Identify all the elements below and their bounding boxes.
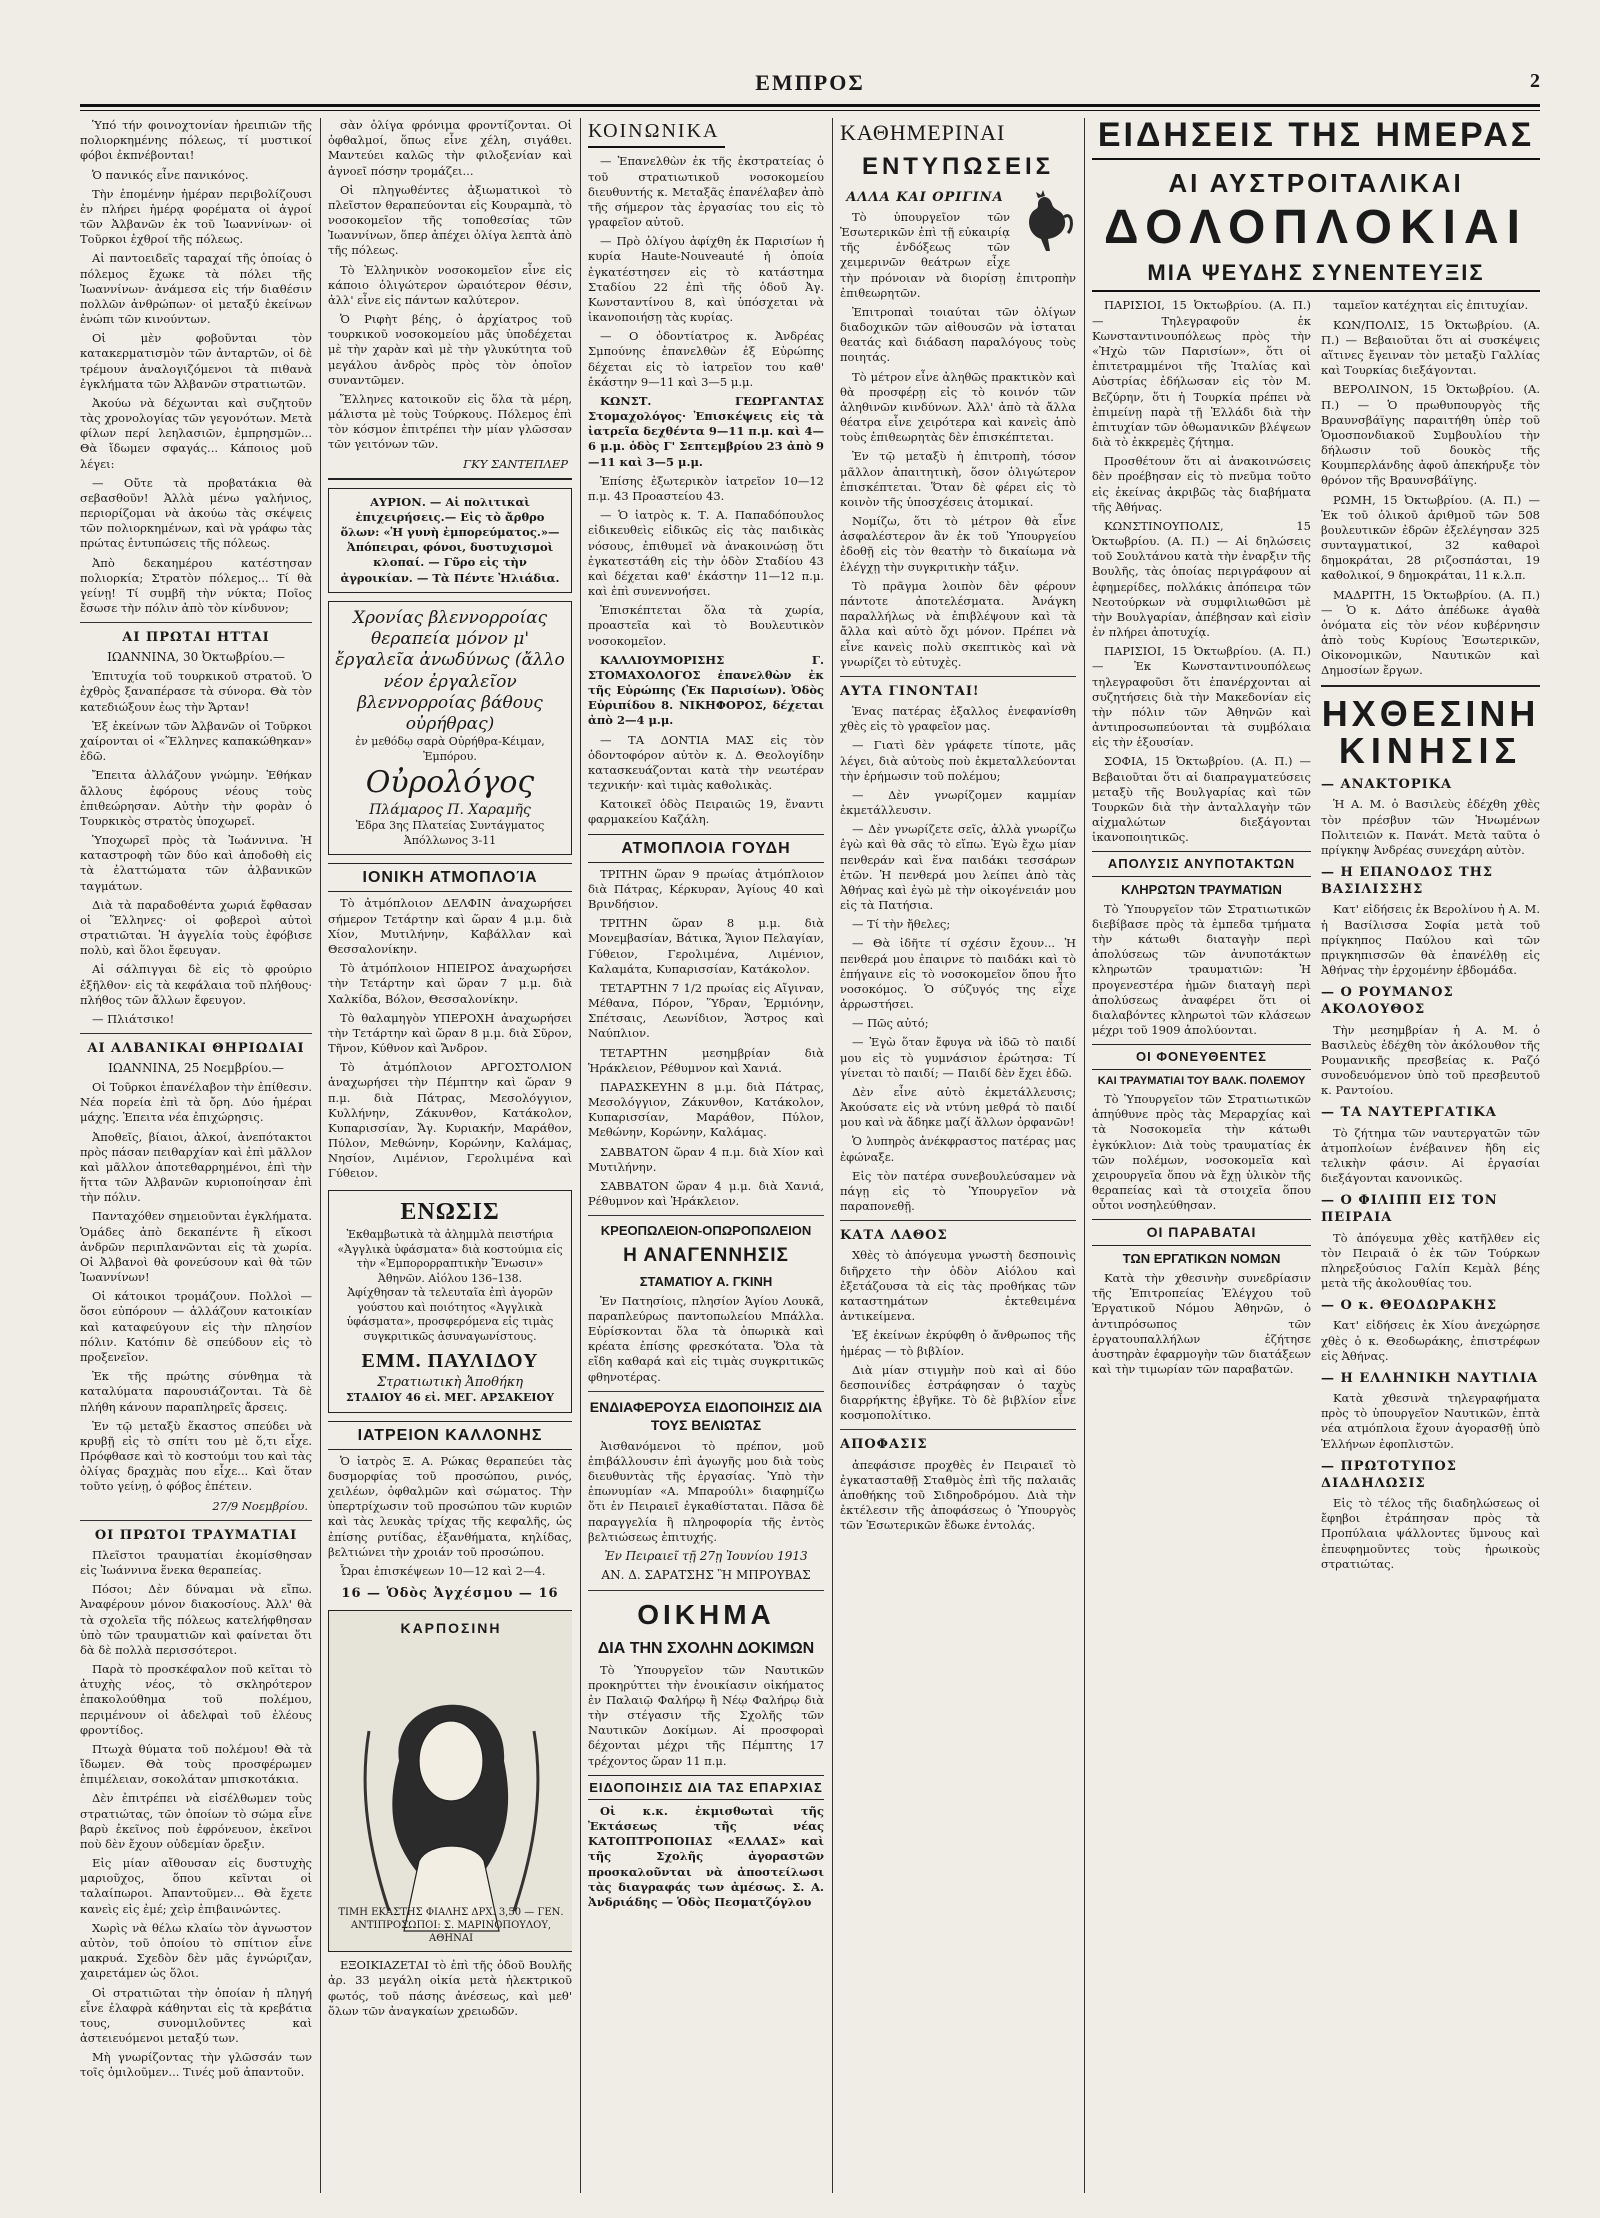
telegram: ΡΩΜΗ, 15 Ὀκτωβρίου. (Α. Π.) — Ἐκ τοῦ ὁλικοῦ ἀριθμοῦ τῶν 508 βουλευτικῶν ἐδρῶν ἐξελέγησαν 325 συνταγματικοί, 32 καθαροὶ δημοκράται, 28 ριζοσπάσται, 19 καθολικοί, 9 δημοκράται, 11 κ.λ.π. xyxy=(1321,492,1540,583)
butcher-owner: ΣΤΑΜΑΤΙΟΥ Α. ΓΚΙΝΗ xyxy=(639,1273,773,1289)
paragraph: Ἐπιτυχία τοῦ τουρκικοῦ στρατοῦ. Ὁ ἐχθρὸς ξαναπέρασε τὰ σύνορα. Θὰ τὸν κατεδιώξουν ἐως τὴν Ἄρταν! xyxy=(80,669,312,714)
portrait-brand: ΚΑΡΠΟΣΙΝΗ xyxy=(400,1620,502,1637)
advertisement-portrait xyxy=(328,1610,572,1952)
violators-text: Κατὰ τὴν χθεσινὴν συνεδρίασιν τῆς Ἐπιτροπείας Ἐλέγχου τοῦ Ἐργατικοῦ Νόμου Ἀθηνῶν, ὁ ἀντιπρόσωπος τῶν ἐργατουπαλλήλων ἐζήτησε ἀυστηρὰν ἐφαρμογὴν τῶν διατάξεων καὶ τὴν τιμωρίαν τῶν παραβατῶν. xyxy=(1092,1271,1311,1377)
pavlidou-subtitle: Στρατιωτικὴ Ἀποθήκη xyxy=(376,1374,524,1390)
shipping-notice: Τὸ ἀτμόπλοιον ΑΡΓΟΣΤΟΛΙΟΝ ἀναχωρήσει τὴν Πέμπτην καὶ ὥραν 9 π.μ. διὰ Πάτρας, Μεσολόγγιον, Κυλλήνην, Ζάκυνθον, Κατάκολον, Κυπαρισσίαν, Ἄγ. Κυριακήν, Μαράθον, Πύλον, Μεθώνην, Κορώνην, Καλάμας, Νησίον, Λιμένιον, Γερολιμένα καὶ Γύθειον. xyxy=(328,1060,572,1181)
paper-name: ΕΜΠΡΟΣ xyxy=(755,70,865,95)
paragraph: Παρὰ τὸ προσκέφαλον ποῦ κεῖται τὸ ἀτυχὴς νέος, τὸ σκληρότερον ἐπακολούθημα τοῦ πολέμου, περιμένουν οἱ ἀδελφαὶ τοῦ ἐλέους φροντίδος. xyxy=(80,1662,312,1737)
item-heading: — ΤΑ ΝΑΥΤΕΡΓΑΤΙΚΑ xyxy=(1321,1105,1497,1121)
section-heading: ΚΑΤΑ ΛΑΘΟΣ xyxy=(840,1228,948,1244)
enosis-ad-title: ΕΝΩΣΙΣ xyxy=(400,1198,500,1225)
paragraph: — ΤΑ ΔΟΝΤΙΑ ΜΑΣ εἰς τὸν ὀδοντοφόρον αὐτὸν κ. Δ. Θεολογίδην κατασκευάζονται κατὰ τὴν νεωτέραν τεχνικήν· καὶ τιμὰς καθολικὰς. xyxy=(588,732,824,793)
news-item: Κατ' εἰδήσεις ἐκ Βερολίνου ἡ Α. Μ. ἡ Βασίλισσα Σοφία μετὰ τοῦ πρίγκηπος Παύλου καὶ τῶν πριγκηπισσῶν θὰ ἐπανέλθῃ εἰς Ἀθήνας τὴν ἐρχομένην ἑβδομάδα. xyxy=(1321,902,1540,978)
tomorrow-text: ΑΥΡΙΟΝ. — Αἱ πολιτικαὶ ἐπιχειρήσεις.— Εἰς τὸ ἄρθρο ὅλων: «Ἡ γυνὴ ἐμπορεύματος.»— Ἀπόπειραι, φόνοι, δυστυχισμοὶ κλοπαί. — Γῦρο εἰς τὴν ἀγροικίαν. — Τὰ Πέντε Ἠλιάδια. xyxy=(340,494,560,585)
paragraph: Ὑποχωρεῖ πρὸς τὰ Ἰωάννινα. Ἡ καταστροφὴ τῶν δύο καὶ ἀποδοθὴ εἰς τὰ ἐλαττώματα τῶν ἀλβανικῶν ταγμάτων. xyxy=(80,833,312,893)
paragraph: Τὸ μέτρον εἶνε ἀληθῶς πρακτικὸν καὶ θὰ προσφέρῃ εἰς τὸ κοινόν τῶν ἀληθινῶν κινδύνων. Ἀλλ' ἀπὸ τὰ ἄλλα θέατρα εἶνε χειρότερα καὶ κανεὶς ἀπὸ τοὺς ἐπιθεωρητὰς δὲν ἐπισκέπτεται. xyxy=(840,369,1076,445)
building-subheading: ΔΙΑ ΤΗΝ ΣΧΟΛΗΝ ΔΟΚΙΜΩΝ xyxy=(597,1639,815,1657)
daily-impressions-heading: ΚΑΘΗΜΕΡΙΝΑΙ xyxy=(840,120,1006,145)
shipping-notice: ΠΑΡΑΣΚΕΥΗΝ 8 μ.μ. διὰ Πάτρας, Μεσολόγγιον, Ζάκυνθον, Κατάκολον, Κυπαρισσίαν, Μαράθον, Πύλον, Μεθώνην, Κορώνην, Καλάμας. xyxy=(588,1079,824,1140)
paragraph: Εἰς τὸν πατέρα συνεβουλεύσαμεν νὰ πάγῃ εἰς τὸ Ὑπουργεῖον νὰ παραπονεθῇ. xyxy=(840,1168,1076,1214)
enosis-ad xyxy=(328,1190,572,1413)
butcher-name: Η ΑΝΑΓΕΝΝΗΣΙΣ xyxy=(623,1245,789,1267)
paragraph: Ὁ λυπηρὸς ἀνέκφραστος πατέρας μας ἐφώναξε. xyxy=(840,1134,1076,1164)
rooster-icon xyxy=(1016,189,1076,259)
column-2 xyxy=(328,118,572,2193)
dismissal-heading: ΑΠΟΛΥΣΙΣ ΑΝΥΠΟΤΑΚΤΩΝ xyxy=(1092,851,1311,876)
news-item: Τὸ ἀπόγευμα χθὲς κατῆλθεν εἰς τὸν Πειραιᾶ ὁ ἐκ τῶν Τούρκων πληρεξούσιος Γαλίπ Κεμὰλ βέης μετὰ τῆς ἀκολουθίας του. xyxy=(1321,1230,1540,1291)
section-divider xyxy=(80,1033,312,1034)
urology-ad-address: Ἐδρα 3ης Πλατείας Συντάγματος Ἀπόλλωνος 3-11 xyxy=(355,819,545,847)
telegram: Προσθέτουν ὅτι αἱ ἀνακοινώσεις δὲν προέβησαν εἰς τὸ πνεῦμα τοῦτο εἰς ἐκείνας ἀκριβῶς τὰς διαβήματα τῆς Ἀθήνας. xyxy=(1092,454,1311,514)
paragraph: Ἕλληνες κατοικοῦν εἰς ὅλα τὰ μέρη, μάλιστα μὲ τοὺς Τούρκους. Πόλεμος ἐπὶ τὸν κόσμον ἐπιτρέπει τὴν μίαν γλῶσσαν τῶν γειτόνων τῶν. xyxy=(328,391,572,452)
masthead-rule xyxy=(80,104,1540,111)
item-heading: — ΑΝΑΚΤΟΡΙΚΑ xyxy=(1321,777,1453,793)
item-heading: — Ο ΡΟΥΜΑΝΟΣ ΑΚΟΛΟΥΘΟΣ xyxy=(1321,985,1454,1018)
butcher-text: Ἐν Πατησίοις, πλησίον Ἁγίου Λουκᾶ, παραπλεύρως παντοπωλείου Μπάλλα. Εὑρίσκονται ὅλα τὰ ὀπωρικὰ καὶ κρέατα ἐπίσης φρεσκότατα. Ὅλα τὰ εἴδη καθαρά καὶ εἰς τιμὰς συγκριτικῶς φθηνοτέρας. xyxy=(588,1293,824,1384)
news-item: Τὴν μεσημβρίαν ἡ Α. Μ. ὁ Βασιλεὺς ἐδέχθη τὸν ἀκόλουθον τῆς Ρουμανικῆς πρεσβείας κ. Ραζό συνοδευόμενον ὑπὸ τοῦ πρεσβευτοῦ κ. Ραντοίου. xyxy=(1321,1022,1540,1098)
paragraph: Ἐπίσης ἐξωτερικὸν ἰατρεῖον 10—12 π.μ. 43 Προαστείου 43. xyxy=(588,473,824,503)
section-divider xyxy=(588,1391,824,1392)
shipping-notice: ΤΡΙΤΗΝ ὥραν 8 μ.μ. διὰ Μονεμβασίαν, Βάτικα, Ἅγιον Πελαγίαν, Γύθειον, Γερολιμένα, Λιμένιον, Καλαμάτα, Κυπαρισσίαν, Κατάκολον. xyxy=(588,916,824,976)
beauty-clinic-heading: ΙΑΤΡΕΙΟΝ ΚΑΛΛΟΝΗΣ xyxy=(328,1421,572,1450)
paragraph: Ὁ Ριφὴτ βέης, ὁ ἀρχίατρος τοῦ τουρκικοῦ νοσοκομείου μᾶς ὑποδέχεται μὲ τὴν χαρὰν καὶ μὲ τὴν γλυκύτητα τοῦ μεγάλου ἀνδρὸς πρὸς τὸν ὁποῖον συναντῶμεν. xyxy=(328,312,572,387)
section-divider xyxy=(80,1520,312,1521)
section-divider xyxy=(840,1429,1076,1430)
dateline-signature: 27/9 Νοεμβρίου. xyxy=(212,1498,308,1513)
paragraph: Ἐξ ἐκείνων ἐκρύφθη ὁ ἄνθρωπος τῆς ἡμέρας — τὸ βιβλίον. xyxy=(840,1328,1076,1358)
paragraph: — Πρὸ ὀλίγου ἀφίχθη ἐκ Παρισίων ἡ κυρία Haute-Nouveauté ἡ ὁποία ἐγκατέστησεν εἰς τὸ κατάστημα Σταδίου 22 ἐπὶ τῆς ὁδοῦ Ἀγ. Κωνσταντίνου 8, καὶ ὑπόσχεται νὰ ἰκανοποιήσῃ τὰς κυρίας. xyxy=(588,234,824,325)
author-signature: ΓΚΥ ΣΑΝΤΕΠΛΕΡ xyxy=(463,456,568,471)
paragraph: Τὸ πρᾶγμα λοιπὸν δὲν φέρουν πάντοτε ἀποτελέσματα. Ἀνάγκη παραλλήλως νὰ ἐπιβλέψουν καὶ τὰ ἄλλα καὶ αὐτὸ ὄχι μόνον. Πρέπει νὰ εἶνε κανεὶς πολὺ σκεπτικὸς καὶ νὰ γνωρίζει τὸ εὐτυχὲς. xyxy=(840,578,1076,669)
yesterday-banner: ΗΧΘΕΣΙΝΗ xyxy=(1321,692,1540,734)
paragraph: Νομίζω, ὅτι τὸ μέτρον θὰ εἶνε ἀσφαλέστερον ἂν ἐκ τοῦ Ὑπουργείου ἐδοθῇ εἰς τὸν θεατὴν τὸ δικαίωμα νὰ ἐλέγχῃ τὴν συγκριτικὴν τάξιν. xyxy=(840,514,1076,574)
enosis-ad-text: Ἀφίχθησαν τὰ τελευταῖα ἐπὶ ἀγορῶν γούστου καὶ ποιότητος «Ἀγγλικὰ ὑφάσματα», προσφερόμενα εἰς τιμὰς συγκριτικῶς ἀσυναγωνίστους. xyxy=(346,1286,554,1343)
shipping-notice: Τὸ ἀτμόπλοιον ΔΕΛΦΙΝ ἀναχωρήσει σήμερον Τετάρτην καὶ ὥραν 4 μ.μ. διὰ Χίον, Μυτιλήνην, Καβάλλαν καὶ Θεσσαλονίκην. xyxy=(328,896,572,956)
casualties-subheading: ΚΑΙ ΤΡΑΥΜΑΤΙΑΙ ΤΟΥ ΒΑΛΚ. ΠΟΛΕΜΟΥ xyxy=(1097,1074,1306,1087)
column-rule xyxy=(832,118,833,2193)
paragraph: Ἐν τῷ μεταξὺ ἕκαστος σπεύδει νὰ κρυβῇ εἰς τὸ σπίτι του μὲ ὅ,τι εἶχε. Πρόφθασε καὶ τὸ κοστούμι του καὶ τὰς ὀλίγας δραχμὰς που εἶχε... Καὶ ὅταν τοῦτο γείνῃ, ὁ φόβος ἐπέτειν. xyxy=(80,1418,312,1494)
casualties-text: Τὸ Ὑπουργεῖον τῶν Στρατιωτικῶν ἀπηύθυνε πρὸς τὰς Μεραρχίας καὶ τὰ Νοσοκομεῖα τὴν κάτωθι ἐγκύκλιον: Διὰ τοὺς τραυματίας ἐκ τῶν πολέμων, νοσοκομεῖα καὶ χειρουργεῖα ὅπου νὰ ἔχῃ ὑλικὸν τῆς θεραπείας καὶ τὰ στοιχεῖα ὅπου οὗτοι νοσηλεύθησαν. xyxy=(1092,1092,1311,1213)
shipping-notice: ΤΕΤΑΡΤΗΝ 7 1/2 πρωίας εἰς Αἴγιναν, Μέθανα, Πόρον, Ὕδραν, Ἑρμιόνην, Σπέτσαις, Λεωνίδιον, Ἄστρος καὶ Ναύπλιον. xyxy=(588,980,824,1041)
paragraph: Πλεῖστοι τραυματίαι ἐκομίσθησαν εἰς Ἰωάννινα ἕνεκα θεραπείας. xyxy=(80,1547,312,1578)
paragraph: — Ἐγὼ ὅταν ἔφυγα νὰ ἰδῶ τὸ παιδί μου εἰς τὸ γυμνάσιον ἐρώτησα: Τί γίνεται τὸ παιδί; — Παιδί δὲν ἔχει ἐδῶ. xyxy=(840,1035,1076,1080)
paragraph: Οἱ μὲν φοβοῦνται τὸν κατακερματισμὸν τῶν ἀνταρτῶν, οἱ δὲ τρέμουν ἀναλογιζόμενοι τὰ πιθανὰ ἐγκλήματα τῶν Ἀλβανῶν στρατιωτῶν. xyxy=(80,331,312,391)
urology-ad-text: Χρονίας βλεννορροίας θεραπεία μόνον μ' ἔργαλεῖα ἀνωδύνως (ἄλλο νέον ἐργαλεῖον βλεννορροίας βάθους οὐρήθρας) xyxy=(335,607,565,735)
paragraph: Ἐν τῷ μεταξὺ ἡ ἐπιτροπὴ, τόσον μᾶλλον ἀπαιτητικὴ, ὅσον ὁλιγώτερον ἐπισκέπτεται. Ὅταν δὲ φέρει εἰς τὸ κοινὸν τῆς ὑποσχέσεις ἀτομικαί. xyxy=(840,449,1076,509)
violators-subheading: ΤΩΝ ΕΡΓΑΤΙΚΩΝ ΝΟΜΩΝ xyxy=(1122,1250,1281,1266)
paragraph: — Ὁ ἰατρὸς κ. Τ. Α. Παπαδόπουλος εἰδικευθεὶς εἰδικῶς εἰς τὰς παιδικὰς νόσους, ἐπιθυμεῖ νὰ ἀνακοινώσῃ ὅτι ἐγκατεστάθη εἰς τὴν ὁδὸν Σταδίου 43 καὶ δέχεται καθ' ἑκάστην 11—12 π.μ. καὶ ἐπὶ συνεννοήσει. xyxy=(588,508,824,599)
item-heading: — Ο ΦΙΛΙΠΠ ΕΙΣ ΤΟΝ ΠΕΙΡΑΙΑ xyxy=(1321,1193,1498,1226)
butcher-heading: ΚΡΕΟΠΩΛΕΙΟΝ-ΟΠΩΡΟΠΩΛΕΙΟΝ xyxy=(600,1223,812,1239)
paragraph: — Δὲν γνωρίζομεν καμμίαν ἐκμετάλλευσιν. xyxy=(840,787,1076,818)
news-item: Τὸ ζήτημα τῶν ναυτεργατῶν τῶν ἀτμοπλοίων ἐνέβαινεν ἤδη εἰς τελικὴν φάσιν. Αἱ ἐργασίαι διεξάγονται κανονικῶς. xyxy=(1321,1125,1540,1186)
telegram: ΒΕΡΟΛΙΝΟΝ, 15 Ὀκτωβρίου. (Α. Π.) — Ὁ πρωθυπουργὸς τῆς Βραυνσβάϊγης παραιτήθη ὑπὲρ τοῦ Ὁμοσπονδιακοῦ Συμβουλίου τὴν δήλωσιν τοῦ δουκὸς τῆς Κουμπερλάνδης ἀφοῦ ἀπεκήρυξε τὸν θρόνον τῆς Βραυνσβάϊγης. xyxy=(1321,382,1540,488)
lead-heading: ΑΛΛΑ ΚΑΙ ΟΡΙΓΙΝΑ xyxy=(846,189,1004,205)
paragraph: Διὰ μίαν στιγμὴν ποὺ καὶ αἱ δύο δεσποινίδες ἐστράφησαν ὁ ταχὺς διαρρήκτης ἐβγῆκε. Τὸ δὲ βιβλίον εἶνε κοσμοπολίτικο. xyxy=(840,1362,1076,1423)
section-heading: ΑΥΤΑ ΓΙΝΟΝΤΑΙ! xyxy=(840,683,980,699)
daily-impressions-subheading: ΕΝΤΥΠΩΣΕΙΣ xyxy=(861,153,1055,181)
goudi-shipping-heading: ΑΤΜΟΠΛΟΙΑ ΓΟΥΔΗ xyxy=(588,834,824,863)
shipping-notice: ΣΑΒΒΑΤΟΝ ὥραν 4 μ.μ. διὰ Χανιά, Ρέθυμνον καὶ Ἡράκλειον. xyxy=(588,1178,824,1209)
paragraph: Μὴ γνωρίζοντας τὴν γλῶσσάν των τοῖς ὁμιλοῦμεν... Τινές μοῦ ἀπαντοῦν. xyxy=(80,2050,312,2080)
paragraph: — Πῶς αὐτό; xyxy=(852,1016,929,1031)
notice-heading: ΕΝΔΙΑΦΕΡΟΥΣΑ ΕΙΔΟΠΟΙΗΣΙΣ ΔΙΑ ΤΟΥΣ ΒΕΛΙΩΤΑΣ xyxy=(589,1398,823,1434)
beauty-clinic-hours: Ὧραι ἐπισκέψεων 10—12 καὶ 2—4. xyxy=(340,1563,546,1578)
paragraph: Πόσοι; Δὲν δύναμαι νὰ εἴπω. Ἀναφέρουν μόνον διακοσίους. Ἀλλ' θὰ τὰ σχολεῖα τῆς πόλεως κατελήφθησαν ὑπὸ τῶν τραυματιῶν καὶ φαίνεται ὅτι δὰ δὲ πολλὰ περισσότεροι. xyxy=(80,1582,312,1657)
column-rule xyxy=(580,118,581,2193)
paragraph: — Πλιάτσικο! xyxy=(92,1011,175,1026)
telegram: ΚΩΝ/ΠΟΛΙΣ, 15 Ὀκτωβρίου. (Α. Π.) — Βεβαιοῦται ὅτι αἱ συσκέψεις αἵτινες ἔγειναν τὸν μεταξὺ Γαλλίας καὶ Τουρκίας διεξάγονται. xyxy=(1321,317,1540,378)
woman-portrait-icon xyxy=(329,1611,572,1951)
paragraph: Ἐξ ἐκείνων τῶν Ἀλβανῶν οἱ Τοῦρκοι χαίρονται οἱ «Ἕλληνες καπακώθηκαν» ἐδῶ. xyxy=(80,718,312,764)
news-item: Εἰς τὸ τέλος τῆς διαδηλώσεως οἱ ἔφηβοι ἐτράπησαν πρὸς τὰ Προπύλαια ψάλλοντες ὕμνους καὶ ἐπευφημοῦντες τοὺς ἡρωικοὺς στρατιώτας. xyxy=(1321,1496,1540,1571)
pavlidou-address: ΣΤΑΔΙΟΥ 46 εἰ. ΜΕΓ. ΑΡΣΑΚΕΙΟΥ xyxy=(346,1391,554,1405)
section-divider xyxy=(588,1215,824,1216)
paragraph: Τὸ ὑπουργεῖον τῶν Ἐσωτερικῶν ἐπὶ τῇ εὐκαιρίᾳ τῆς ἐνδόξεως τῶν χειμερινῶν θεάτρων εἶχε τὴν πρόνοιαν νὰ διορίσῃ ἐπιτροπὴν ἐπιθεωρητῶν. xyxy=(840,209,1076,300)
shipping-notice: Τὸ θαλαμηγὸν ΥΠΕΡΟΧΗ ἀναχωρήσει τὴν Τετάρτην καὶ ὥραν 8 μ.μ. διὰ Σῦρον, Τῆνον, Κύθνον καὶ Ἄνδρον. xyxy=(328,1010,572,1056)
notice-text: Ἀισθανόμενοι τὸ πρέπον, μοῦ ἐπιβάλλουσιν ἐπὶ ἀγωγῆς μου διὰ τοὺς διευθυντὰς τῆς ἐργασίας. Ὑπὸ τὴν ἐπωνυμίαν «Α. Μπαρούλι» διαφημίζω ὅτι ἐν Πειραιεῖ ἐγκαθίσταται. Πᾶσα δὲ παραγγελία ἢ πληροφορία τῆς ἐντὸς βελτιώσεως ἐπιτυχής. xyxy=(588,1438,824,1544)
classified-notice: ΕΞΟΙΚΙΑΖΕΤΑΙ τὸ ἐπὶ τῆς ὁδοῦ Βουλῆς ἀρ. 33 μεγάλη οἰκία μετὰ ἠλεκτρικοῦ φωτός, τοῦ πάσης ἀνέσεως, καὶ μεθ' ὅλων τῶν ἀναγκαίων χρειωδῶν. xyxy=(328,1958,572,2018)
paragraph: Δὲν ἐπιτρέπει νὰ εἰσέλθωμεν τοὺς στρατιώτας, τῶν ὁποίων τὸ σώμα εἶνε βαρὺ ἐκεῖνος ποὺ ἐφρόνευον, ἐκεῖνοι ποὺ δὲν ἔχουν οὐδεμίαν ὄρεξιν. xyxy=(80,1791,312,1851)
telegram: ΚΩΝΣΤΙΝΟΥΠΟΛΙΣ, 15 Ὀκτωβρίου. (Α. Π.) — Αἱ δηλώσεις τοῦ Σουλτάνου κατὰ τὴν ἐναρξιν τῆς Βουλῆς, τὰς ὁποίας περιγράφουν αἱ ἐφημερίδες, πολλάκις ἀπόπειρα τῶν Νεοτούρκων νὰ συμφιλιωθῶσι μὲ τὴν Βουλγαρίαν, ἀπέβησαν καὶ εἰσὶν ἐν πλήρει ἀποτυχίᾳ. xyxy=(1092,518,1311,640)
telegram: ΜΑΔΡΙΤΗ, 15 Ὀκτωβρίου. (Α. Π.) — Ὁ κ. Δάτο ἀπέδωκε ἀγαθὰ ὀνόματα εἰς τὸν νέον κυβέρνησιν ἀπὸ τοὺς Κυρίους Ἐσωτερικῶν, Οἰκονομικῶν, Ναυτικῶν καὶ Δημοσίων ἔργων. xyxy=(1321,587,1540,678)
telegram-columns xyxy=(1092,298,1540,1575)
section-divider xyxy=(328,478,572,480)
ionian-shipping-heading: ΙΟΝΙΚΗ ΑΤΜΟΠΛΟΊΑ xyxy=(328,863,572,892)
paragraph: Ἐπιτροπαὶ τοιαύται τῶν ὀλίγων διαδοχικῶν τῶν αἰθουσῶν νὰ ἰσταται θεατάς καὶ διάδαση παραλόγους τοὺς ποιητάς. xyxy=(840,304,1076,365)
notice-signature: ΑΝ. Δ. ΣΑΡΑΤΣΗΣ Ἢ ΜΠΡΟΥΒΑΣ xyxy=(601,1567,811,1582)
page-number: 2 xyxy=(1530,70,1540,92)
movement-banner: ΚΙΝΗΣΙΣ xyxy=(1338,730,1523,772)
paragraph: — Οὔτε τὰ προβατάκια θὰ σεβασθοῦν! Ἀλλὰ μένω γαλήνιος, περιορίζομαι νὰ ἀκούω τὰς σκέψεις τῶν πολιορκημένων, καὶ νὰ γράφω τὰς πρώτας ἐντυπώσεις τῆς πόλεως. xyxy=(80,475,312,551)
paragraph: Οἱ πληγωθέντες ἀξιωματικοὶ τὸ πλεῖστον θεραπεύονται εἰς Κουραμπὰ, τὸ νοσοκομεῖον τῆς τοποθεσίας τῶν Ἰωαννίνων, ὅπερ ἀπέχει ὀλίγα λεπτὰ ἀπὸ τῆς πόλεως. xyxy=(328,182,572,258)
telegram: ΠΑΡΙΣΙΟΙ, 15 Ὀκτωβρίου. (Α. Π.) — Ἐκ Κωνσταντινουπόλεως τηλεγραφοῦσι ὅτι ἐπανέρχονται αἱ συζητήσεις διὰ τὴν Μακεδονίαν εἰς τὴν πόλιν τῶν Ἀθηνῶν καὶ ἀντιπροσωπεύονται τὰ συμβόλαια εἰς τὴν ἐξουσίαν. xyxy=(1092,644,1311,750)
news-of-the-day-banner: ΕΙΔΗΣΕΙΣ ΤΗΣ ΗΜΕΡΑΣ xyxy=(1092,118,1540,160)
urology-ad-title: Οὐρολόγος xyxy=(365,765,535,801)
shipping-notice: ΣΑΒΒΑΤΟΝ ὥραν 4 π.μ. διὰ Χίον καὶ Μυτιλήνην. xyxy=(588,1144,824,1174)
telegram-right xyxy=(1321,298,1540,1575)
telegram-left xyxy=(1092,298,1311,1575)
column-1 xyxy=(80,118,312,2193)
tomorrow-box xyxy=(328,488,572,593)
paragraph: Δὲν εἶνε αὐτὸ ἐκμετάλλευσις; Ἀκούσατε εἰς νὰ ντύνη μεθρά τὸ παιδί μου καὶ νὰ ἄδηκε μαζί ἄλλων ὀρφανῶν! xyxy=(840,1084,1076,1130)
section-heading: ΟΙ ΠΡΩΤΟΙ ΤΡΑΥΜΑΤΙΑΙ xyxy=(94,1527,298,1543)
item-heading: — Ο κ. ΘΕΟΔΩΡΑΚΗΣ xyxy=(1321,1298,1498,1314)
pavlidou-name: ΕΜΜ. ΠΑΥΛΙΔΟΥ xyxy=(361,1350,539,1373)
column-rule xyxy=(1084,118,1085,2193)
paragraph: Αἱ σάλπιγγαι δὲ εἰς τὸ φρούριο ἐξῆλθον· εἰς τὰ κεφάλαια τοῦ πλήθους· πλήθος τῶν ἄλλων ἔφευγον. xyxy=(80,962,312,1007)
paragraph: Ἀκούω νὰ δέχωνται καὶ συζητοῦν τὰς χρονολογίας τῶν γεγονότων. Μετὰ φίλων περί λεηλασιῶν, ἐμπρησμῶν... Θὰ ἴδωμεν σφαγάς... Κάποιος μοῦ λέγει: xyxy=(80,395,312,471)
dateline: ΙΩΑΝΝΙΝΑ, 30 Ὀκτωβρίου.— xyxy=(107,650,285,665)
paragraph: Οἱ Τοῦρκοι ἐπανέλαβον τὴν ἐπίθεσιν. Νέα πορεία ἐπὶ τὰ ὄρη. Δύο ἡμέραι μάχης. Ἐπειτα νέα ἐπιχώρησις. xyxy=(80,1080,312,1125)
section-divider xyxy=(588,1590,824,1591)
paragraph: σὰν ὀλίγα φρόνιμα φροντίζονται. Οἱ ὀφθαλμοί, ὅπως εἶνε χέλη, σιγάθει. Μαντεύει καλῶς τὴν φιλοξενίαν καὶ ἀγνοεῖ πόσην τρομάζει... xyxy=(328,118,572,178)
section-heading: ΑΙ ΑΛΒΑΝΙΚΑΙ ΘΗΡΙΩΔΙΑΙ xyxy=(87,1041,305,1057)
building-text: Τὸ Ὑπουργεῖον τῶν Ναυτικῶν προκηρύττει τὴν ἐνοικίασιν οἰκήματος ἐν Παλαιῷ Φαλήρῳ ἢ Νέῳ Φαλήρῳ διὰ τὴν στέγασιν τῆς Σχολῆς τῶν Ναυτικῶν Δοκίμων. Αἱ προσφοραὶ δέχονται μέχρι τῆς Πέμπτης 17 τρέχοντος ὥραν 11 π.μ. xyxy=(588,1662,824,1768)
paragraph: Οἱ στρατιῶται τὴν ὁποίαν ἡ πληγή εἶνε ἐλαφρὰ κάθηνται εἰς τὰ κρεβάτια τους, συνομιλοῦντες καὶ ἀστειευόμενοι μεταξύ των. xyxy=(80,1985,312,2046)
paragraph: Ἐκ τῆς πρώτης σύνθημα τὰ καταλύματα παρουσιάζονται. Τὰ δὲ πλήθη κάνουν παραπληρεῖς ἄρσεις. xyxy=(80,1369,312,1414)
paragraph: — Τί τὴν ἤθελες; xyxy=(852,917,951,932)
paragraph: Αἱ παντοειδεῖς ταραχαί τῆς ὁποίας ὁ πόλεμος ἔχωκε τὰ πόλει τῆς Ἰωαννίνων· ἀνάμεσα εἰς τήν διαθέσιν πολλῶν ἀνθρώπων· οἱ μεταξύ ἐκείνων ἐνώπι τῶν κινούντων. xyxy=(80,251,312,327)
paragraph: Ἐπισκέπτεται ὅλα τὰ χωρία, προαστεῖα καὶ τὸ Βουλευτικὸν νοσοκομεῖον. xyxy=(588,603,824,648)
false-interview-banner: ΜΙΑ ΨΕΥΔΗΣ ΣΥΝΕΝΤΕΥΞΙΣ xyxy=(1092,261,1540,292)
news-item: Ἡ Α. Μ. ὁ Βασιλεὺς ἐδέχθη χθὲς τὸν πρέσβυν τῶν Ἡνωμένων Πολιτειῶν κ. Πανάτ. Μετὰ ταῦτα ὁ πρίγκηψ Ἀνδρέας συνεχάρη αὐτὸν. xyxy=(1321,797,1540,857)
beauty-clinic-text: Ὁ ἰατρὸς Ξ. Α. Ρώκας θεραπεύει τὰς δυσμορφίας τοῦ προσώπου, ρινός, χειλέων, ὀφθαλμῶν καὶ σώματος. Τὴν ὑπερτρίχωσιν τοῦ προσώπου τῶν κυριῶν καὶ τὰς λευκὰς τρίχας τῆς κεφαλῆς, ὡς ἐπίσης ρυτίδας, ἐξανθήματα, κηλίδας, βελτιώνει τὴν χροιάν τοῦ προσώπου. xyxy=(328,1453,572,1559)
urology-ad-method: ἐν μεθόδῳ σαρὰ Οὐρήθρα-Κέιμαν, Ἐμπόρου. xyxy=(355,735,545,763)
paragraph: Εἰς μίαν αἴθουσαν εἰς δυστυχὴς μαριοῦχος, ὅπου κεῖνται οἱ ταλαίπωροι. Ἀπαντοῦμεν... Θὰ ἔχετε κανεὶς εἰς ἐμέ; χεὶρ ἐπιβαινώντες. xyxy=(80,1856,312,1916)
urology-ad xyxy=(328,601,572,856)
column-5 xyxy=(1092,118,1540,2193)
shipping-notice: Τὸ ἀτμόπλοιον ΗΠΕΙΡΟΣ ἀναχωρήσει τὴν Τετάρτην καὶ ὥραν 7 μ.μ. διὰ Χαλκίδα, Βόλον, Θεσσαλονίκην. xyxy=(328,961,572,1006)
item-heading: — Η ΕΠΑΝΟΔΟΣ ΤΗΣ ΒΑΣΙΛΙΣΣΗΣ xyxy=(1321,865,1494,898)
dismissal-text: Τὸ Ὑπουργεῖον τῶν Στρατιωτικῶν διεβίβασε πρὸς τὰ ἐμπεδα τμήματα τὴν κάτωθι διαταγὴν περὶ ἀπολύσεως τῶν ἀνυποτάκτων κληρωτῶν τραυματιῶν: Ἡ προγενεστέρα ἡμῶν διαταγὴ περὶ ἀπολύσεως ἀναφέρει ὅτι οἱ διαλαβόντες κληρωτοὶ τῶν κλάσεων μέχρι τοῦ 1909 ἀπολύονται. xyxy=(1092,901,1311,1038)
provinces-heading: ΕΙΔΟΠΟΙΗΣΙΣ ΔΙΑ ΤΑΣ ΕΠΑΡΧΙΑΣ xyxy=(588,1775,824,1800)
paragraph: — Ο ὀδοντίατρος κ. Ἀνδρέας Σμπούνης ἐπανελθὼν ἐξ Εὐρώπης δέχεται εἰς τὸ ἰατρεῖον του καθ' ἑκάστην 9—11 καὶ 3—5 μ.μ. xyxy=(588,329,824,389)
paragraph: — Δὲν γνωρίζετε σεῖς, ἀλλὰ γνωρίζω ἐγὼ καὶ θὰ σᾶς τὸ εἴπω. Ἐγὼ ἔχω μίαν πενθεράν καὶ ἕνα παιδάκι τεσσάρων ἐτῶν. Ἡ πενθερά μου λείπει ἀπὸ τὰς Ἀθήνας καὶ ἐγὼ μὲ τὴν οἰκογένειάν μου εἰς τὰ Πατήσια. xyxy=(840,822,1076,913)
building-heading: ΟΙΚΗΜΑ xyxy=(637,1598,775,1630)
item-heading: — Η ΕΛΛΗΝΙΚΗ ΝΑΥΤΙΛΙΑ xyxy=(1321,1370,1539,1386)
telegram: ΠΑΡΙΣΙΟΙ, 15 Ὀκτωβρίου. (Α. Π.) — Τηλεγραφοῦν ἐκ Κωνσταντινουπόλεως πρὸς τὴν «Ἠχὼ τῶν Παρισίων», ὅτι οἱ ἐπιτετραμμένοι τῆς Ἰταλίας καὶ Αὐστρίας ἐδήλωσαν εἰς τὸν Μ. Βεζύρην, ὅτι ἡ Τουρκία πρέπει νὰ ἐπιμείνῃ παρὰ τῇ Ἑλλάδι διὰ τὴν ἐπιτυχίαν τῶν ὀθωμανικῶν βλέψεων διὰ τὸ ἐκκρεμὲς ζήτημα. xyxy=(1092,298,1311,450)
paragraph: Πτωχὰ θύματα τοῦ πολέμου! Θὰ τὰ ἴδωμεν. Θὰ τοὺς προσφέρωμεν ἐπιμέλειαν, σοκολάταν μπισκοτάκια. xyxy=(80,1741,312,1787)
section-divider xyxy=(840,676,1076,677)
paragraph: Ἀπὸ δεκαημέρου κατέστησαν πολιορκία; Στρατὸν πόλεμος... Τί θὰ γείνῃ! Τί συμβῆ τὴν νύκτα; Ποῖος ἔσωσε τὴν πόλιν ἀπὸ τὸν κίνδυνον; xyxy=(80,555,312,616)
paragraph: — Γιατὶ δὲν γράφετε τίποτε, μᾶς λέγει, διὰ αὐτοὺς ποὺ ἐκμεταλλεύονται τὴν ἐρήμωσιν τοῦ πολέμου; xyxy=(840,738,1076,783)
paragraph: Ὁ πανικός εἶνε πανικόνος. xyxy=(92,167,249,182)
paragraph: Ἀποθεῖς, βίαιοι, ἀλκοί, ἀνεπότακτοι πρὸς πάσαν πειθαρχίαν καὶ ἐπὶ μᾶλλον καὶ μᾶλλον ἀποτεθαρρημένοι, ἐπὶ τὴν ἥττα τῶν Ἀλβανῶν κυριοποίησαν ἐπὶ τὴν πόλιν. xyxy=(80,1129,312,1205)
paragraph: Ὑπό τήν φοινοχτονίαν ἡρειπιῶν τῆς πολιορκημένης πόλεως, τί μυστικοί φόβοι ἐκπνέβονται! xyxy=(80,118,312,163)
section-heading: ΑΙ ΠΡΩΤΑΙ ΗΤΤΑΙ xyxy=(122,630,270,646)
paragraph: Ἐνας πατέρας ἐξαλλος ἐνεφανίσθη χθὲς εἰς τὸ γραφεῖον μας. xyxy=(840,704,1076,734)
paragraph: Χθὲς τὸ ἀπόγευμα γνωστὴ δεσποινὶς διῆρχετο τὴν ὁδὸν Αἰόλου καὶ ἐξετάζουσα τὰ εἰς τὰς προθήκας τῶν καταστημάτων ἐκτεθειμένα ἀντικείμενα. xyxy=(840,1248,1076,1324)
portrait-footer: ΤΙΜΗ ΕΚΑΣΤΗΣ ΦΙΑΛΗΣ ΔΡΧ. 3,50 — ΓΕΝ. ΑΝΤΙΠΡΟΣΩΠΟΙ: Σ. ΜΑΡΙΝΟΠΟΥΛΟΥ, ΑΘΗΝΑΙ xyxy=(338,1907,564,1945)
social-section-heading: ΚΟΙΝΩΝΙΚΑ xyxy=(588,118,725,148)
telegram: ΣΟΦΙΑ, 15 Ὀκτωβρίου. (Α. Π.) — Βεβαιοῦται ὅτι αἱ διαπραγματεύσεις μεταξὺ τῆς Βουλγαρίας καὶ τῶν Τουρκῶν διὰ τὴν ἀνταλλαγὴν τῶν αἰχμαλώτων διεξάγονται ἰκανοποιητικῶς. xyxy=(1092,754,1311,845)
enosis-ad-text: Ἐκθαμβωτικὰ τὰ ἀλημμλὰ πειστήρια «Ἀγγλικὰ ὑφάσματα» διὰ κοστούμια εἰς τὴν «Ἐμπορορραπτικὴν Ἔνωσιν» Ἀθηνῶν. Αἰόλου 136–138. xyxy=(337,1228,563,1285)
masthead xyxy=(80,70,1540,104)
paragraph: Τὸ Ἑλληνικὸν νοσοκομεῖον εἶνε εἰς κάποιο ὀλιγώτερον ὡραιότερον θέσιν, ἀλλ' εἶνε εἰς πάντων καλύτερον. xyxy=(328,262,572,307)
paragraph: Τὴν ἐπομένην ἡμέραν περιβολίζουσι ἐν πλήρει ἡμέρᾳ φορέματα οἱ ἀγροί τῶν Ἀλβανῶν ἐκ τοῦ Ἰωαννίνων· οἱ Τοῦρκοι ἐχθροί τῆς πόλεως. xyxy=(80,186,312,247)
paragraph: Ἔπειτα ἀλλάζουν γνώμην. Ἐθήκαν ἄλλους ἐφόρους νέους τοὺς ἐπιθεώρησαν. Αὐτὴν τὴν φορὰν ὁ Τουρκικὸς στρατὸς ὑποχωρεῖ. xyxy=(80,768,312,828)
column-3 xyxy=(588,118,824,2193)
item-heading: — ΠΡΩΤΟΤΥΠΟΣ ΔΙΑΔΗΛΩΣΙΣ xyxy=(1321,1458,1457,1491)
section-divider xyxy=(1321,685,1540,687)
shipping-notice: ΤΡΙΤΗΝ ὥραν 9 πρωίας ἀτμόπλοιον διὰ Πάτρας, Κέρκυραν, Ἀγίους 40 καὶ Βρινδήσιον. xyxy=(588,866,824,912)
column-rule xyxy=(320,118,321,2193)
shipping-notice: ΤΕΤΑΡΤΗΝ μεσημβρίαν διὰ Ἡράκλειον, Ρέθυμνον καὶ Χανιά. xyxy=(588,1045,824,1075)
section-divider xyxy=(80,622,312,623)
paragraph: ἀπεφάσισε προχθὲς ἐν Πειραιεῖ τὸ ἐγκατασταθῇ Σταθμὸς ἐπὶ τῆς παλαιᾶς ἀποθήκης τοῦ Σιδηροδρόμου. Διὰ τὴν ἐκτέλεσιν τῆς ἀποφάσεως ὁ Ὑπουργὸς τῶν Ἐσωτερικῶν ἔδωκε ἐντολάς. xyxy=(840,1457,1076,1533)
paragraph: — Θὰ ἰδῆτε τί σχέσιν ἔχουν... Ἡ πενθερά μου ἐπαιρνε τὸ παιδάκι καὶ τὸ ἐπήγαινε εἰς τὸ νοσοκομεῖον ὅπου ἦτο νοσοκόμος. Ὁ σύζυγός της εἶχε ἀρρωστήσει. xyxy=(840,936,1076,1012)
telegram: ταμεῖον κατέχηται εἰς ἐπιτυχίαν. xyxy=(1333,298,1529,313)
intrigues-banner: ΔΟΛΟΠΛΟΚΙΑΙ xyxy=(1103,200,1529,254)
section-heading: ΑΠΟΦΑΣΙΣ xyxy=(840,1437,928,1453)
paragraph: ΚΩΝΣΤ. ΓΕΩΡΓΑΝΤΑΣ Στομαχολόγος· Ἐπισκέψεις εἰς τὰ ἰατρεῖα δεχθέντα 9—11 π.μ. καὶ 4—6 μ.μ. ὁδὸς Γ' Σεπτεμβρίου 23 ἀπὸ 9—11 καὶ 3—5 μ.μ. xyxy=(588,393,824,469)
dismissal-subheading: ΚΛΗΡΩΤΩΝ ΤΡΑΥΜΑΤΙΩΝ xyxy=(1121,881,1282,897)
paragraph: Διὰ τὰ παραδοθέντα χωριά ἔφθασαν οἱ Ἕλληνες· οἱ φοβεροὶ αὐτοὶ στρατιῶται. Ἡ ἀγγελία τοὺς ἐφόβισε πολὺ, καὶ ὅλοι ἔφευγαν. xyxy=(80,897,312,958)
news-item: Κατ' εἰδήσεις ἐκ Χίου ἀνεχώρησε χθὲς ὁ κ. Θεοδωράκης, ἐπιστρέφων εἰς Ἀθήνας. xyxy=(1321,1318,1540,1363)
paragraph: Οἱ κάτοικοι τρομάζουν. Πολλοὶ — ὅσοι εὐπόρουν — ἀλλάζουν κατοικίαν καὶ καταφεύγουν εἰς τὴν πλησίον πόλιν. Κατόπιν δὲ σπεύδουν εἰς τὸ προξενεῖον. xyxy=(80,1289,312,1364)
notice-date: Ἐν Πειραιεῖ τῇ 27ῃ Ἰουνίου 1913 xyxy=(604,1548,808,1563)
paragraph: — Ἐπανελθὼν ἐκ τῆς ἐκστρατείας ὁ τοῦ στρατιωτικοῦ νοσοκομείου διευθυντής κ. Μεταξᾶς ἐπανέλαβεν ἀπὸ τῆς σήμερον τὰς ἐργασίας του εἰς τὸ γραφεῖον αὐτοῦ. xyxy=(588,154,824,230)
dateline: ΙΩΑΝΝΙΝΑ, 25 Νοεμβρίου.— xyxy=(108,1061,284,1076)
section-divider xyxy=(840,1220,1076,1221)
violators-heading: ΟΙ ΠΑΡΑΒΑΤΑΙ xyxy=(1092,1219,1311,1245)
provinces-text: Οἱ κ.κ. ἐκμισθωταὶ τῆς Ἐκτάσεως τῆς νέας ΚΑΤΟΠΤΡΟΠΟΙΙΑΣ «ΕΛΛΑΣ» καὶ τῆς Σχολῆς ἀγοραστῶν προσκαλοῦνται νὰ ἀποστείλωσι τὰς διαγραφάς των ἀμέσως. Σ. Α. Ἀνδριάδης — Ὁδὸς Πεσματζόγλου xyxy=(588,1803,824,1909)
paragraph: Πανταχόθεν σημειοῦνται ἐγκλήματα. Ὁμάδες ἀπὸ δεκαπέντε ἢ εἴκοσι ἀνδρῶν περιπλανῶνται εἰς τὰ χωρία. Οἱ Ἀλβανοὶ θὰ φονεύσουν καὶ θὰ τῶν Ἰωαννίνων! xyxy=(80,1209,312,1285)
news-item: Κατὰ χθεσινὰ τηλεγραφήματα πρὸς τὸ ὑπουργεῖον Ναυτικῶν, ἐπτὰ νέα ατμόπλοια ἔχουν ἀγορασθῇ ὑπὸ Ἑλλήνων ἐφοπλιστῶν. xyxy=(1321,1391,1540,1451)
paragraph: ΚΑΛΛΙΟΥΜΟΡΙΣΗΣ Γ. ΣΤΟΜΑΧΟΛΟΓΟΣ ἐπανελθὼν ἐκ τῆς Εὐρώπης (Ἐκ Παρισίων). Ὀδὸς Εὐριπίδου 8. ΝΙΚΗΦΟΡΟΣ, δέχεται ἀπὸ 2—4 μ.μ. xyxy=(588,652,824,728)
paragraph: Κατοικεῖ ὁδὸς Πειραιῶς 19, ἔναντι φαρμακείου Καζάλη. xyxy=(588,797,824,827)
beauty-clinic-address: 16 — Ὁδὸς Ἀγχέσμου — 16 xyxy=(341,1586,559,1602)
urology-ad-name: Πλάμαρος Π. Χαραμῆς xyxy=(369,801,531,818)
paragraph: Χωρὶς νὰ θέλω κλαίω τὸν ἀγνωστον αὐτὸν, τοῦ ὁποίου τὸ σπίτιον εἶνε μακρυά. Σχεδὸν δὲν μᾶς ἐγνώριζαν, χαιρετάμεν ὡς ὅλοι. xyxy=(80,1920,312,1981)
austro-italian-banner: ΑΙ ΑΥΣΤΡΟΙΤΑΛΙΚΑΙ xyxy=(1168,167,1464,198)
casualties-heading: ΟΙ ΦΟΝΕΥΘΕΝΤΕΣ xyxy=(1092,1044,1311,1069)
column-4 xyxy=(840,118,1076,2193)
